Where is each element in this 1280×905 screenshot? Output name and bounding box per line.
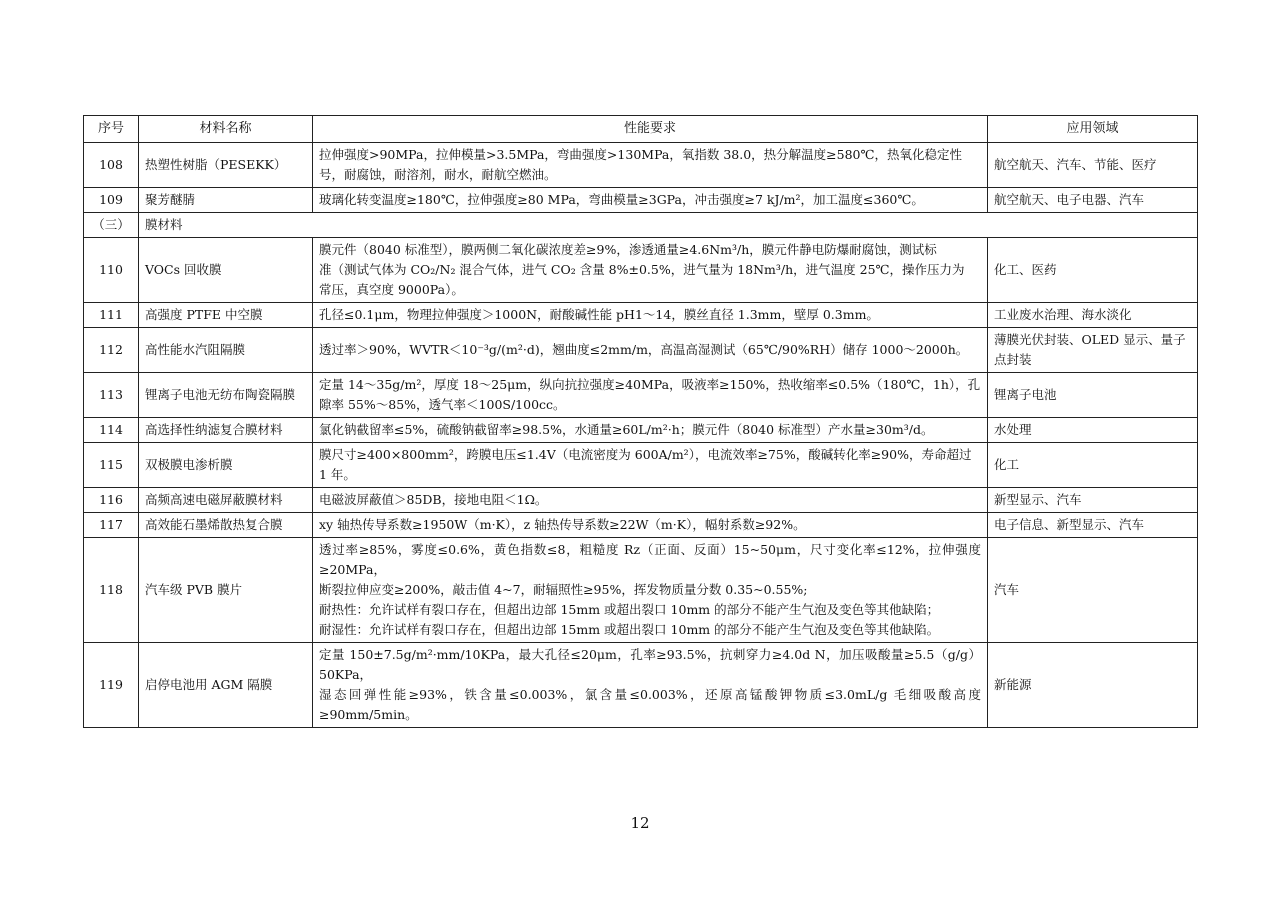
performance-line: 定量 150±7.5g/m²·mm/10KPa，最大孔径≤20μm，孔率≥93.5%，抗刺穿力≥4.0d N，加压吸酸量≥5.5（g/g）50KPa， [319,647,981,682]
table-row [84,188,1198,213]
application-field: 工业废水治理、海水淡化 [988,303,1198,328]
application-field: 化工 [988,443,1198,488]
performance-requirements [313,418,988,443]
row-number: 114 [84,418,139,443]
performance-line: 湿态回弹性能≥93%，铁含量≤0.003%，氯含量≤0.003%，还原高锰酸钾物质≤3.0mL/g 毛细吸酸高度≥90mm/5min。 [319,687,981,722]
performance-requirements [313,328,988,373]
performance-line: 1 年。 [319,467,356,482]
performance-requirements [313,643,988,728]
performance-line: 氯化钠截留率≤5%，硫酸钠截留率≥98.5%，水通量≥60L/m²·h；膜元件（8040 标准型）产水量≥30m³/d。 [319,422,934,437]
performance-line: 孔径≤0.1μm，物理拉伸强度＞1000N，耐酸碱性能 pH1～14，膜丝直径 1.3mm，壁厚 0.3mm。 [319,307,879,322]
performance-line: xy 轴热传导系数≥1950W（m·K），z 轴热传导系数≥22W（m·K），幅射系数≥92%。 [319,517,806,532]
table-row [84,328,1198,373]
performance-line: 准（测试气体为 CO₂/N₂ 混合气体，进气 CO₂ 含量 8%±0.5%，进气量为 18Nm³/h，进气温度 25℃，操作压力为 [319,262,965,277]
performance-requirements [313,188,988,213]
performance-line: 耐热性：允许试样有裂口存在，但超出边部 15mm 或超出裂口 10mm 的部分不能产生气泡及变色等其他缺陷； [319,602,940,617]
application-field: 航空航天、电子电器、汽车 [988,188,1198,213]
application-field: 化工、医药 [988,238,1198,303]
table-header-row [84,116,1198,143]
application-field: 航空航天、汽车、节能、医疗 [988,143,1198,188]
materials-table [83,115,1198,728]
row-number: 119 [84,643,139,728]
material-name: 高效能石墨烯散热复合膜 [139,513,313,538]
table-body [84,143,1198,728]
material-name: 汽车级 PVB 膜片 [139,538,313,643]
material-name: 聚芳醚腈 [139,188,313,213]
performance-requirements [313,443,988,488]
row-number: 115 [84,443,139,488]
row-number: 118 [84,538,139,643]
performance-line: 透过率＞90%，WVTR＜10⁻³g/(m²·d)，翘曲度≤2mm/m，高温高湿测试（65℃/90%RH）储存 1000～2000h。 [319,342,969,357]
performance-requirements [313,373,988,418]
material-name: 启停电池用 AGM 隔膜 [139,643,313,728]
row-number: 108 [84,143,139,188]
performance-line: 耐湿性：允许试样有裂口存在，但超出边部 15mm 或超出裂口 10mm 的部分不能产生气泡及变色等其他缺陷。 [319,622,940,637]
performance-requirements [313,538,988,643]
application-field: 汽车 [988,538,1198,643]
table-row [84,238,1198,303]
table-row [84,373,1198,418]
header-application: 应用领域 [988,116,1198,143]
material-name: 高强度 PTFE 中空膜 [139,303,313,328]
performance-line: 透过率≥85%，雾度≤0.6%，黄色指数≤8，粗糙度 Rz（正面、反面）15~50μm，尺寸变化率≤12%，拉伸强度≥20MPa， [319,542,981,577]
performance-requirements [313,488,988,513]
performance-requirements [313,303,988,328]
section-title: 膜材料 [139,213,1198,238]
application-field: 新能源 [988,643,1198,728]
application-field: 薄膜光伏封装、OLED 显示、量子点封装 [988,328,1198,373]
performance-requirements [313,238,988,303]
application-field: 新型显示、汽车 [988,488,1198,513]
table-row [84,538,1198,643]
row-number: 112 [84,328,139,373]
header-no: 序号 [84,116,139,143]
material-name: 锂离子电池无纺布陶瓷隔膜 [139,373,313,418]
application-field: 水处理 [988,418,1198,443]
row-number: 111 [84,303,139,328]
page-number: 12 [630,814,650,832]
performance-line: 定量 14～35g/m²，厚度 18～25μm，纵向抗拉强度≥40MPa，吸液率≥150%，热收缩率≤0.5%（180℃，1h），孔 [319,377,981,392]
row-number: 116 [84,488,139,513]
table-row [84,418,1198,443]
header-performance: 性能要求 [313,116,988,143]
section-row [84,213,1198,238]
performance-requirements [313,143,988,188]
performance-line: 断裂拉伸应变≥200%，敲击值 4~7，耐辐照性≥95%，挥发物质量分数 0.35~0.55%; [319,582,808,597]
material-name: 高性能水汽阻隔膜 [139,328,313,373]
table-row [84,513,1198,538]
performance-line: 电磁波屏蔽值＞85DB，接地电阻＜1Ω。 [319,492,548,507]
table-row [84,443,1198,488]
row-number: （三） [84,213,139,238]
performance-line: 隙率 55%～85%，透气率＜100S/100cc。 [319,397,566,412]
row-number: 110 [84,238,139,303]
table-row [84,488,1198,513]
performance-line: 拉伸强度>90MPa，拉伸模量>3.5MPa，弯曲强度>130MPa，氧指数 38.0，热分解温度≥580℃，热氧化稳定性 [319,147,962,162]
performance-line: 膜尺寸≥400×800mm²，跨膜电压≤1.4V（电流密度为 600A/m²），电流效率≥75%，酸碱转化率≥90%，寿命超过 [319,447,972,462]
row-number: 113 [84,373,139,418]
performance-line: 号，耐腐蚀，耐溶剂，耐水，耐航空燃油。 [319,167,557,182]
material-name: 双极膜电渗析膜 [139,443,313,488]
row-number: 117 [84,513,139,538]
performance-line: 膜元件（8040 标准型），膜两侧二氧化碳浓度差≥9%，渗透通量≥4.6Nm³/h，膜元件静电防爆耐腐蚀，测试标 [319,242,937,257]
performance-line: 玻璃化转变温度≥180℃，拉伸强度≥80 MPa，弯曲模量≥3GPa，冲击强度≥7 kJ/m²，加工温度≤360℃。 [319,192,924,207]
row-number: 109 [84,188,139,213]
material-name: 热塑性树脂（PESEKK） [139,143,313,188]
table-row [84,303,1198,328]
table-row [84,643,1198,728]
material-name: 高选择性纳滤复合膜材料 [139,418,313,443]
header-name: 材料名称 [139,116,313,143]
application-field: 电子信息、新型显示、汽车 [988,513,1198,538]
material-name: VOCs 回收膜 [139,238,313,303]
material-name: 高频高速电磁屏蔽膜材料 [139,488,313,513]
performance-line: 常压，真空度 9000Pa）。 [319,282,464,297]
performance-requirements [313,513,988,538]
application-field: 锂离子电池 [988,373,1198,418]
table-row [84,143,1198,188]
